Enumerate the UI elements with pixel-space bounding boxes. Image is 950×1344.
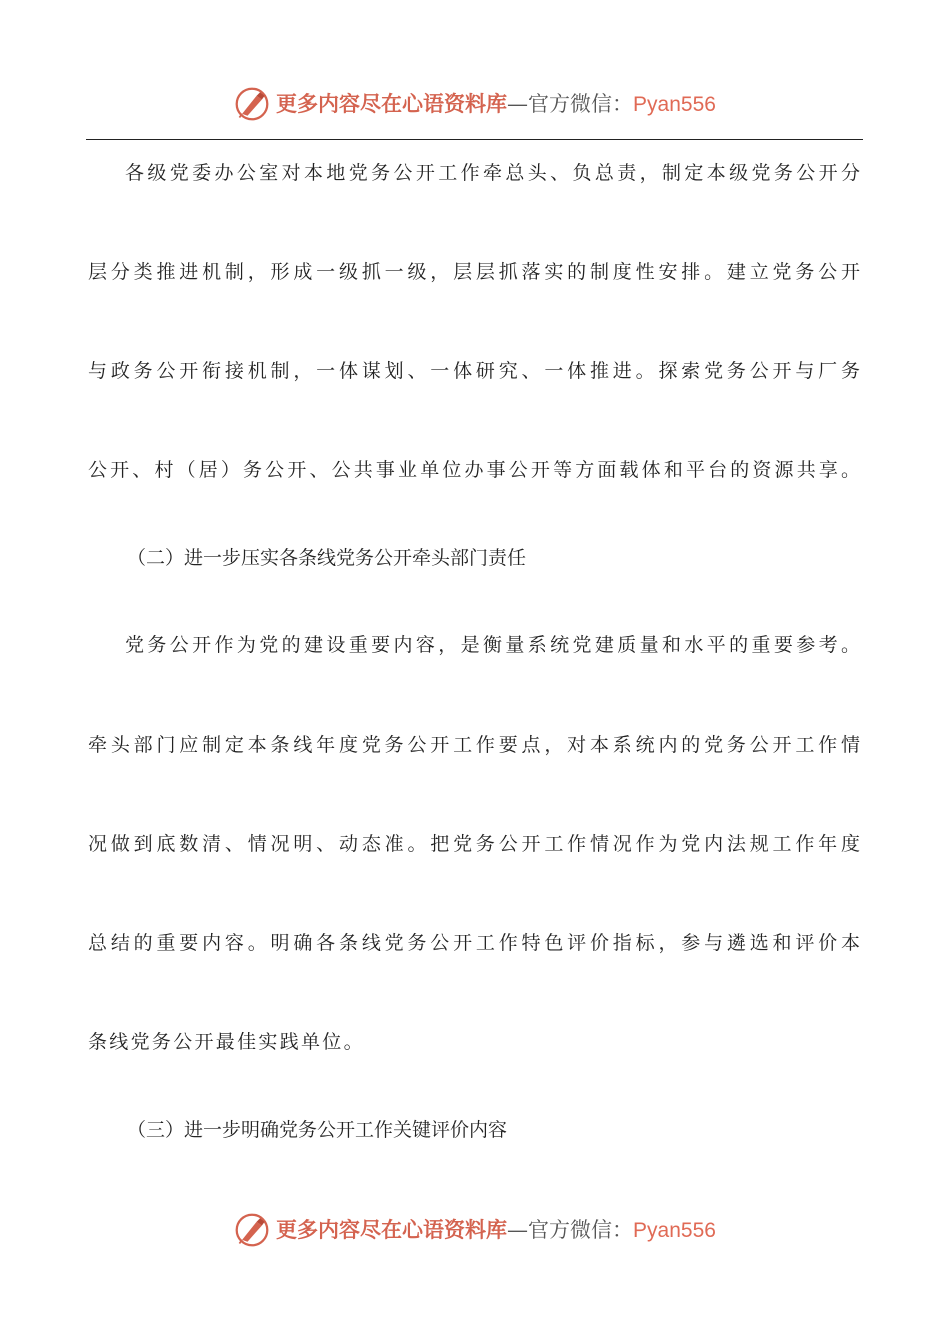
header-brand-text: 更多内容尽在心语资料库 [276, 90, 508, 116]
header-dash-text: —官方微信： [507, 91, 634, 116]
pen-nib-logo-icon [234, 1212, 270, 1248]
paragraph-line: 牵头部门应制定本条线年度党务公开工作要点，对本系统内的党务公开工作情 [88, 734, 860, 756]
paragraph-line: 况做到底数清、情况明、动态准。把党务公开工作情况作为党内法规工作年度 [88, 833, 860, 855]
footer-contact-id: Pyan556 [633, 1218, 716, 1242]
paragraph-line: 各级党委办公室对本地党务公开工作牵总头、负总责，制定本级党务公开分 [125, 162, 860, 184]
header-banner [0, 84, 950, 124]
paragraph-line: 党务公开作为党的建设重要内容，是衡量系统党建质量和水平的重要参考。 [125, 634, 860, 656]
footer-dash-text: —官方微信： [507, 1217, 634, 1242]
paragraph-line: 公开、村（居）务公开、公共事业单位办事公开等方面载体和平台的资源共享。 [88, 459, 860, 481]
paragraph-line: 与政务公开衔接机制，一体谋划、一体研究、一体推进。探索党务公开与厂务 [88, 360, 860, 382]
paragraph-line: 条线党务公开最佳实践单位。 [88, 1031, 365, 1053]
pen-nib-logo-icon [234, 86, 270, 122]
section-heading: （三）进一步明确党务公开工作关键评价内容 [127, 1119, 508, 1141]
header-contact-id: Pyan556 [633, 92, 716, 116]
footer-banner [0, 1210, 950, 1250]
paragraph-line: 总结的重要内容。明确各条线党务公开工作特色评价指标，参与遴选和评价本 [88, 932, 860, 954]
section-heading: （二）进一步压实各条线党务公开牵头部门责任 [127, 547, 527, 569]
footer-brand-text: 更多内容尽在心语资料库 [276, 1216, 508, 1242]
paragraph-line: 层分类推进机制，形成一级抓一级，层层抓落实的制度性安排。建立党务公开 [88, 261, 860, 283]
header-divider [86, 139, 863, 140]
